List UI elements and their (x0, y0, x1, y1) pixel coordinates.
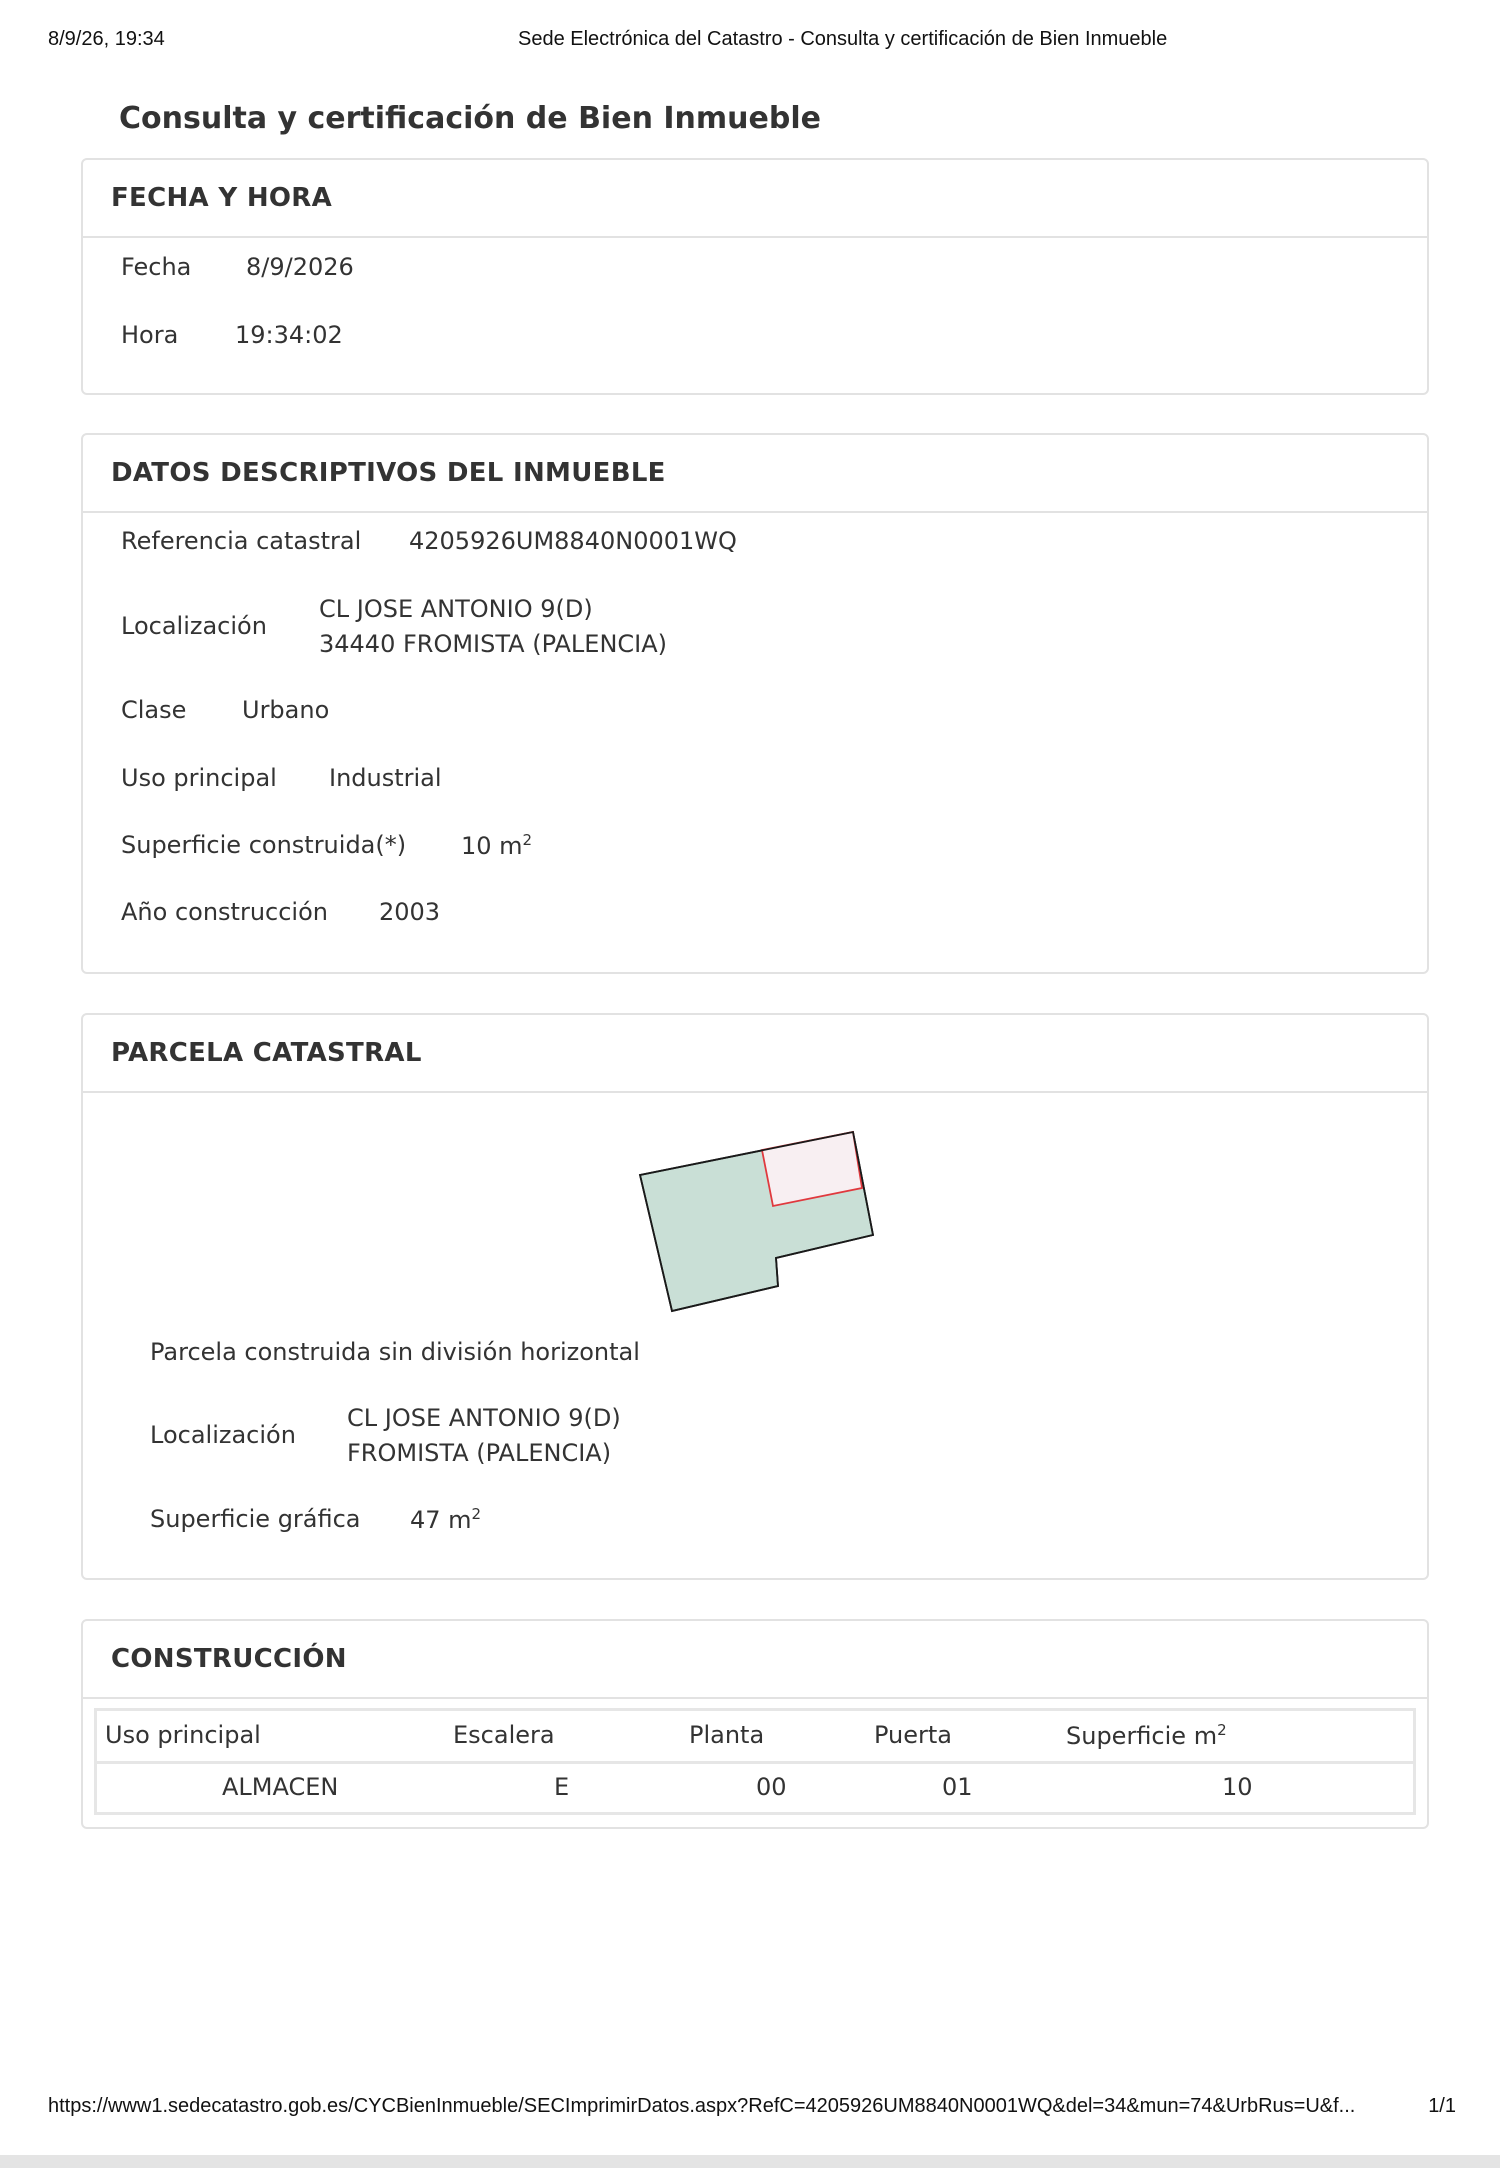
parcela-localizacion-label: Localización (150, 1421, 296, 1449)
localizacion-line2: 34440 FROMISTA (PALENCIA) (319, 630, 668, 658)
parcela-localizacion-line2: FROMISTA (PALENCIA) (347, 1439, 612, 1467)
construccion-panel (81, 1619, 1429, 1829)
referencia-value: 4205926UM8840N0001WQ (409, 527, 737, 555)
parcela-tipo: Parcela construida sin división horizontal (150, 1338, 640, 1366)
print-url: https://www1.sedecatastro.gob.es/CYCBienInmueble/SECImprimirDatos.aspx?RefC=4205926UM8840N0001WQ&del=34&mun=74&UrbRus=U&f... (48, 2095, 1356, 2117)
print-footer (0, 2095, 1500, 2125)
localizacion-label: Localización (121, 612, 267, 640)
fecha-hora-panel (81, 158, 1429, 395)
col-uso-principal: Uso principal (105, 1721, 261, 1749)
parcela-heading: PARCELA CATASTRAL (83, 1015, 1427, 1093)
col-planta: Planta (689, 1721, 765, 1749)
fecha-hora-heading: FECHA Y HORA (83, 160, 1427, 238)
fecha-value: 8/9/2026 (246, 253, 354, 281)
cell-uso: ALMACEN (222, 1773, 339, 1801)
cell-puerta: 01 (942, 1773, 973, 1801)
localizacion-value (319, 592, 667, 662)
parcela-superficie-value: 47 $m^2$ (410, 1505, 482, 1534)
parcela-panel (81, 1013, 1429, 1580)
hora-label: Hora (121, 321, 179, 349)
superficie-value: 10 $m^2$ (461, 831, 533, 860)
uso-value: Industrial (329, 764, 442, 792)
parcel-map (83, 1015, 1427, 1578)
fecha-label: Fecha (121, 253, 192, 281)
col-escalera: Escalera (453, 1721, 555, 1749)
print-page-title: Sede Electrónica del Catastro - Consulta y certificación de Bien Inmueble (518, 28, 1168, 50)
referencia-label: Referencia catastral (121, 527, 362, 555)
localizacion-line1: CL JOSE ANTONIO 9(D) (319, 595, 593, 623)
parcela-superficie-label: Superficie gráfica (150, 1505, 361, 1533)
uso-label: Uso principal (121, 764, 277, 792)
print-datetime: 8/9/26, 19:34 (48, 28, 165, 50)
clase-value: Urbano (242, 696, 330, 724)
table-header (97, 1711, 1413, 1764)
col-superficie: Superficie $m^2$ (1066, 1721, 1227, 1750)
anio-label: Año construcción (121, 898, 328, 926)
col-puerta: Puerta (874, 1721, 953, 1749)
hora-value: 19:34:02 (235, 321, 343, 349)
cell-planta: 00 (756, 1773, 787, 1801)
print-page-number: 1/1 (1428, 2095, 1456, 2117)
bottom-bar (0, 2155, 1500, 2168)
datos-panel (81, 433, 1429, 974)
print-header (0, 28, 1500, 58)
parcela-localizacion-value (347, 1401, 621, 1471)
cell-escalera: E (554, 1773, 570, 1801)
anio-value: 2003 (379, 898, 441, 926)
parcela-localizacion-line1: CL JOSE ANTONIO 9(D) (347, 1404, 621, 1432)
superficie-label: Superficie construida(*) (121, 831, 407, 859)
construccion-heading: CONSTRUCCIÓN (83, 1621, 1427, 1699)
cell-superficie: 10 (1222, 1773, 1253, 1801)
page-title: Consulta y certificación de Bien Inmueble (119, 101, 821, 136)
construccion-table (94, 1708, 1416, 1815)
datos-heading: DATOS DESCRIPTIVOS DEL INMUEBLE (83, 435, 1427, 513)
clase-label: Clase (121, 696, 187, 724)
